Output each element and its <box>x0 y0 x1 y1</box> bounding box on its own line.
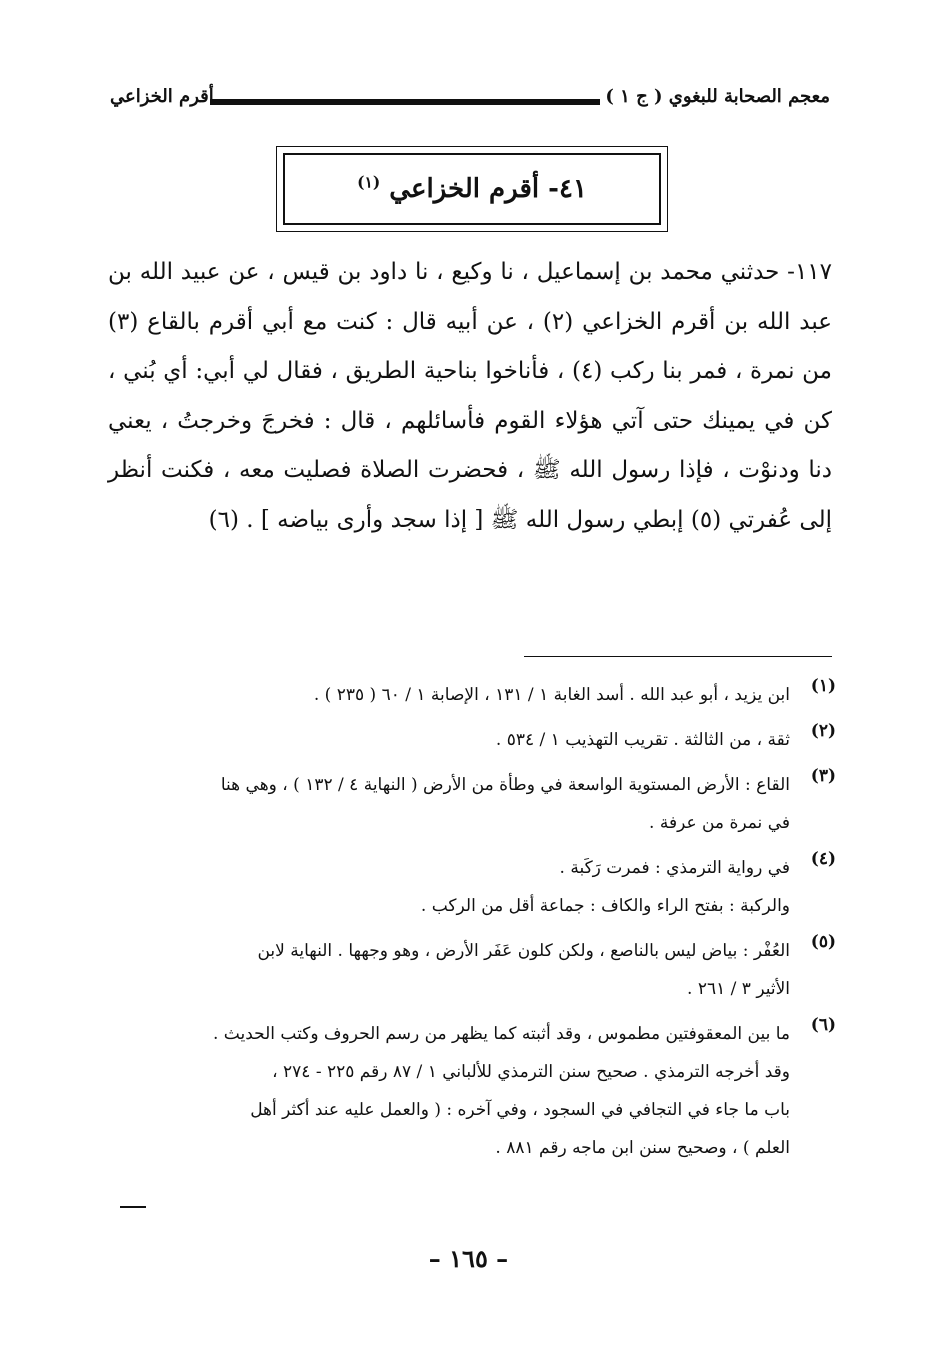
footnote <box>118 676 836 714</box>
entry-title-frame <box>283 153 661 225</box>
footnote-separator <box>524 656 832 657</box>
header-rule <box>210 99 600 105</box>
running-header <box>110 86 830 120</box>
footnote <box>118 932 836 1008</box>
footnote-line: باب ما جاء في التجافي في السجود ، وفي آخره : ( والعمل عليه عند أكثر أهل <box>250 1100 790 1120</box>
footnote-line: القاع : الأرض المستوية الواسعة في وطأة من الأرض ( النهاية ٤ / ١٣٢ ) ، وهي هنا <box>220 775 790 795</box>
footnote-line: ابن يزيد ، أبو عبد الله . أسد الغابة ١ / ١٣١ ، الإصابة ١ / ٦٠ ( ٢٣٥ ) . <box>313 685 790 705</box>
entry-title-text: ٤١- أقرم الخزاعي <box>389 174 587 204</box>
footnote-number: (٦) <box>810 1015 836 1035</box>
footnote-number: (١) <box>810 676 836 696</box>
footnote-line: الأثير ٣ / ٢٦١ . <box>687 979 790 999</box>
footnotes <box>118 676 836 1174</box>
header-entry-name: أقرم الخزاعي <box>110 86 214 107</box>
page-number: – ١٦٥ – <box>428 1244 509 1273</box>
footnote-number: (٣) <box>810 766 836 786</box>
hadith-body <box>108 248 832 545</box>
footnote-line: ما بين المعقوفتين مطموس ، وقد أثبته كما يظهر من رسم الحروف وكتب الحديث . <box>212 1024 790 1044</box>
footnote-number: (٥) <box>810 932 836 952</box>
end-dash <box>120 1206 146 1208</box>
footnote-line: ثقة ، من الثالثة . تقريب التهذيب ١ / ٥٣٤ . <box>495 730 790 750</box>
header-book-title: معجم الصحابة للبغوي ( ج ١ ) <box>605 86 830 107</box>
footnote-line: وقد أخرجه الترمذي . صحيح سنن الترمذي للألباني ١ / ٨٧ رقم ٢٢٥ - ٢٧٤ ، <box>272 1062 790 1082</box>
footnote-line: العلم ) ، وصحيح سنن ابن ماجه رقم ٨٨١ . <box>495 1138 790 1158</box>
footnote <box>118 1015 836 1167</box>
footnote-number: (٤) <box>810 849 836 869</box>
entry-title-note: (١) <box>357 172 381 192</box>
entry-title <box>357 174 587 204</box>
hadith-paragraph: ١١٧- حدثني محمد بن إسماعيل ، نا وكيع ، نا داود بن قيس ، عن عبيد الله بن عبد الله بن أقرم الخزاعي (٢) ، عن أبيه قال : كنت مع أبي أقرم بالقاع (٣) من نمرة ، فمر بنا ركب (٤) ، فأناخوا بناحية الطريق ، فقال لي أبي: أي بُني ، كن في يمينك حتى آتي هؤلاء القوم فأسائلهم ، قال : فخرجَ وخرجتُ ، يعني دنا ودنوْت ، فإذا رسول الله ﷺ ، فحضرت الصلاة فصليت معه ، فكنت أنظر إلى عُفرتي (٥) إبطي رسول الله ﷺ [ إذا سجد وأرى بياضه ] . (٦) <box>108 259 832 533</box>
footnote <box>118 766 836 842</box>
footnote-number: (٢) <box>810 721 836 741</box>
footnote-line: والركبة : بفتح الراء والكاف : جماعة أقل من الركب . <box>420 896 790 916</box>
entry-title-box <box>276 146 668 232</box>
footnote-line: في نمرة من عرفة . <box>649 813 790 833</box>
footnote-line: في رواية الترمذي : فمرت رَكَبة . <box>559 858 790 878</box>
footnote <box>118 849 836 925</box>
footnote-line: العُفْر : بياض ليس بالناصع ، ولكن كلون عَفَر الأرض ، وهو وجهها . النهاية لابن <box>257 941 790 961</box>
footnote <box>118 721 836 759</box>
